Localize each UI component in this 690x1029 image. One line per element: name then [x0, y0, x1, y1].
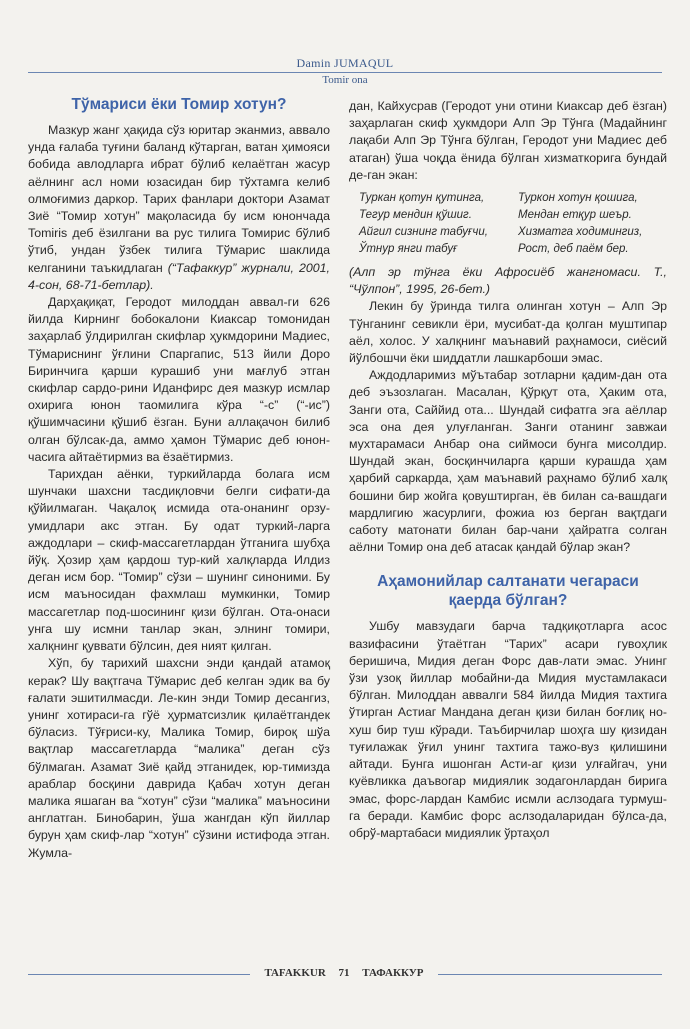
section-heading-2: Аҳамонийлар салтанати чегараси қаерда бўлган?: [377, 573, 639, 610]
page-header: [0, 56, 690, 86]
citation: (“Тафаккур” журнали, 2001, 4-сон, 68-71-бетлар).: [28, 260, 330, 292]
poem-citation: (Алп эр тўнга ёки Афросиёб жангномаси. Т., “Чўлпон”, 1995, 26-бет.): [349, 265, 667, 297]
poem-line: Туркон хотун қошига,: [518, 192, 638, 205]
poem-translation: [518, 190, 667, 258]
running-head-title: Tomir ona: [322, 74, 368, 86]
poem: [359, 190, 667, 258]
running-head-author: Damin JUMAQUL: [296, 56, 394, 70]
paragraph: [28, 122, 330, 294]
poem-line: Ўтнур янги табуғ: [359, 243, 458, 256]
poem-line: Айгил сизнинг табуғчи,: [359, 226, 488, 239]
poem-line: Тегур мендин қўшиг.: [359, 209, 472, 222]
paragraph: Дарҳақиқат, Геродот милоддан аввал-ги 626 йилда Кирнинг бобокалони Киаксар томонидан заҳарлаб ўлдирилган скифлар ҳукмдорини Мадиес, Тўмариснинг ўғлини Спаргапис, 513 йили Доро Биринчига қарши курашиб уни мағлуб этган скифлар сардо-рини Иданфирс дея мазкур исмлар охирига юнон таомилига кўра “-с” (“-ис”) қўшимчасини қўшиб ёзган. Буни аллақачон билиб олган бўлсак-да, аммо ҳамон Тўмарис деб юнон-часига айтаётирмиз ва ёзаётирмиз.: [28, 295, 330, 464]
paragraph: Лекин бу ўринда тилга олинган хотун – Алп Эр Тўнганинг севикли ёри, мусибат-да қолган муштипар аёл, холос. У халқнинг маънавий раҳнамоси, сиёсий йўлбошчи ёки шиддатли лашкарбоши эмас.: [349, 299, 667, 366]
paragraph-text: Мазкур жанг ҳақида сўз юритар эканмиз, аввало унда ғалаба туғини баланд кўтарган, ватан ҳимояси бобида авлодларга ибрат бўлиб келаётган жасур аёлнинг асл номи юзасидан бир тўхтамга келиб олмоғимиз даркор. Тарих фанлари доктори Азамат Зиё “Томир хотун” мақоласида бу исм юнончада Tomiris деб ёзилгани ва рус тилига Томирис бўлиб ўтиб, ундан ўзбек тилига Тўмарис шаклида келганини таъкидлаган: [28, 123, 330, 275]
poem-original: [359, 190, 508, 258]
footer-title-latin: TAFAKKUR: [264, 967, 326, 979]
paragraph: Аждодларимиз мўътабар зотларни қадим-дан ота деб эъзозлаган. Масалан, Қўрқут ота, Ҳаким ота, Занги ота, Саййид ота... Шундай сифатга эга аёллар эса она дея улуғланган. Занги отанинг завжаи мухтарамаси Анбар она сиймоси бунга мисолдир. Шундай экан, босқинчиларга қарши курашда ҳам ҳарбий саркарда, ҳам маънавий раҳнамо бўлиб халқ бошини бир жойга қовуштирган, ёв билан са-вашдаги мардлигию жасурлиги, фожиа юз берган вақтдаги саботу матонати билан бар-чани ҳайратга солган аёлни Томир она деб атасак қандай бўлар экан?: [349, 368, 667, 555]
footer-rule-right: [438, 974, 662, 975]
left-column: [28, 96, 330, 862]
header-rule: [28, 72, 662, 73]
footer-rule-left: [28, 974, 250, 975]
page-number: 71: [338, 967, 350, 979]
right-column: [349, 98, 667, 842]
poem-line: Хизматга ходимингиз,: [518, 226, 643, 239]
paragraph: Хўп, бу тарихий шахсни энди қандай атамоқ керак? Шу вақтгача Тўмарис деб келган эдик ва бу ғалати эшитилмасди. Ле-кин энди Томир десангиз, унинг хотираси-га гўё ҳурматсизлик қилаётгандек бўласиз. Тўғриси-ку, Малика Томир, бироқ шўа вақтлар массагетларда “малика” деган сўз бўлмаган. Азамат Зиё қайд этганидек, юр-тимизда араблар босқини даврида Қабач хотун деган малика яшаган ва “хотун” сўзи “малика” маъносини англатган. Бинобарин, ўша жангдан кўп йиллар бурун ҳам скиф-лар “хотун” сўзини истифода этган. Жумла-: [28, 656, 330, 860]
poem-line: Туркан қотун қутинга,: [359, 192, 485, 205]
footer-title-cyrillic: ТАФАККУР: [362, 967, 424, 979]
paragraph: Тарихдан аёнки, туркийларда болага исм шунчаки шахсни тасдиқловчи белги сифати-да қўйилмаган. Чақалоқ исмида ота-онанинг орзу-умидлари акс этган. Бу одат туркий-ларга аждодлари – скиф-массагетлардан ўтганига шубҳа йўқ. Ҳозир ҳам қардош тур-кий халқларда Илдиз деган исм бор. “Томир” сўзи – шунинг синоними. Бу исм маъносидан фахмлаш мумкинки, Томир массагетлар под-шосининг қизи бўлган. Ота-онаси унга шу исмни танлар экан, элнинг томири, халқнинг қуввати бўлсин, дея ният қилган.: [28, 467, 330, 654]
footer-text: [252, 967, 436, 979]
poem-line: Мендан етқур шеър.: [518, 209, 632, 222]
section-heading-1: Тўмариси ёки Томир хотун?: [71, 96, 287, 113]
paragraph: Ушбу мавзудаги барча тадқиқотларга асос вазифасини ўтаётган “Тарих” асари гувоҳлик беришича, Мидия деган Форс дав-лати эмас. Унинг ўзи узоқ йиллар мобайни-да Мидия мустамлакаси бўлган. Милоддан аввалги 584 йилда Мидия тахтига ўтирган Астиаг Мандана деган қизи билан боғлиқ но-хуш бир туш кўради. Таъбирчилар шоҳга шу қизидан туғилажак ўғил унинг тахтига тажо-вуз қилишини айтади. Бунга ишонган Асти-аг қизи улғайгач, уни куёвликка даъвогар мидиялик зодагонлардан бирига эмас, форс-лардан Камбис исмли аслзодага турмуш-га беради. Камбис форс аслзодаларидан бўлса-да, обрў-мартабаси мидиялик ўртаҳол: [349, 619, 667, 840]
paragraph: дан, Кайхусрав (Геродот уни отини Киаксар деб ёзган) заҳарлаган скиф ҳукмдори Алп Эр Тўнга (Мадайнинг лақаби Алп Эр Тўнга бўлган, Геродот уни Мадиес деб атаган) ўша чоқда ёнида бўлган хизматкорига бундай де-ган экан:: [349, 99, 667, 182]
poem-line: Рост, деб паём бер.: [518, 243, 629, 256]
page-footer: [0, 965, 690, 985]
